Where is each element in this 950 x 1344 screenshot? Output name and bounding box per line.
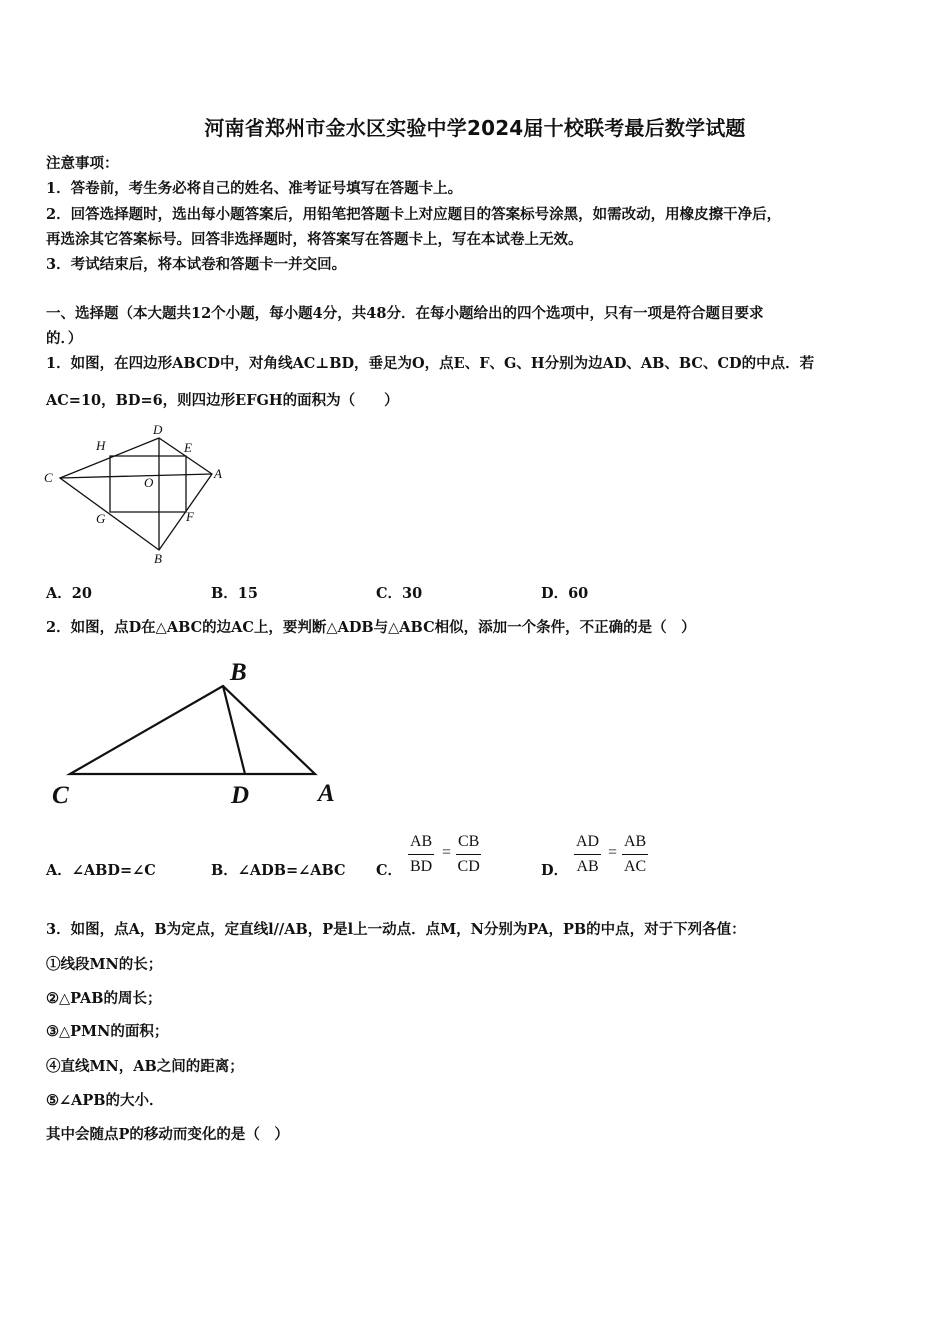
q2-optc-fraction-left bbox=[408, 832, 434, 877]
notice-item: 3．考试结束后，将本试卷和答题卡一并交回。 bbox=[46, 256, 347, 273]
q3-stem: 3．如图，点A，B为定点，定直线l//AB，P是l上一动点．点M，N分别为PA，PB的中点，对于下列各值： bbox=[46, 921, 746, 938]
notice-item: 1．答卷前，考生务必将自己的姓名、准考证号填写在答题卡上。 bbox=[46, 180, 463, 197]
label-f: F bbox=[186, 509, 194, 524]
q2-option-d[interactable]: D． bbox=[541, 862, 569, 879]
fraction-numerator: CB bbox=[456, 832, 481, 855]
q2-optd-fraction-left bbox=[574, 832, 601, 877]
fraction-denominator: AC bbox=[624, 858, 647, 875]
label-e: E bbox=[184, 440, 192, 455]
q3-item: ②△PAB的周长； bbox=[46, 990, 162, 1007]
q2-option-a[interactable]: A．∠ABD=∠C bbox=[46, 862, 156, 879]
q2-option-c[interactable]: C． bbox=[376, 862, 403, 879]
label-g: G bbox=[96, 511, 106, 526]
label-c: C bbox=[52, 782, 69, 809]
fraction-denominator: BD bbox=[410, 858, 433, 875]
q3-item: ③△PMN的面积； bbox=[46, 1023, 169, 1040]
fraction-denominator: CD bbox=[457, 858, 480, 875]
segment-bd bbox=[223, 686, 245, 774]
q2-optc-fraction-right bbox=[456, 832, 481, 877]
section-heading: 一、选择题（本大题共12个小题，每小题4分，共48分．在每小题给出的四个选项中，只有一项是符合题目要求 bbox=[46, 305, 764, 322]
label-a: A bbox=[318, 780, 335, 807]
fraction-numerator: AB bbox=[622, 832, 648, 855]
q3-item: ①线段MN的长； bbox=[46, 956, 163, 973]
equals-sign: = bbox=[442, 844, 452, 861]
label-d: D bbox=[231, 782, 250, 809]
q1-option-a[interactable]: A．20 bbox=[46, 585, 92, 602]
q3-item: ④直线MN，AB之间的距离； bbox=[46, 1058, 244, 1075]
q3-question: 其中会随点P的移动而变化的是（ ） bbox=[46, 1126, 289, 1143]
label-o: O bbox=[144, 475, 154, 490]
q1-option-d[interactable]: D．60 bbox=[541, 585, 589, 602]
label-b: B bbox=[154, 551, 162, 566]
label-d: D bbox=[153, 422, 163, 437]
label-h: H bbox=[96, 438, 106, 453]
q2-stem: 2．如图，点D在△ABC的边AC上，要判断△ADB与△ABC相似，添加一个条件，不正确的是（ ） bbox=[46, 619, 696, 636]
q1-stem-cont: AC=10，BD=6，则四边形EFGH的面积为（ ） bbox=[46, 392, 399, 409]
q3-item: ⑤∠APB的大小． bbox=[46, 1092, 164, 1109]
q2-optd-fraction-right bbox=[622, 832, 648, 877]
notice-item: 再选涂其它答案标号。回答非选择题时，将答案写在答题卡上，写在本试卷上无效。 bbox=[46, 231, 583, 248]
q1-stem: 1．如图，在四边形ABCD中，对角线AC⊥BD，垂足为O，点E、F、G、H分别为边AD、AB、BC、CD的中点．若 bbox=[46, 355, 815, 372]
fraction-numerator: AD bbox=[574, 832, 601, 855]
equals-sign: = bbox=[608, 844, 618, 861]
section-heading-cont: 的．） bbox=[46, 330, 83, 347]
fraction-numerator: AB bbox=[408, 832, 434, 855]
label-b: B bbox=[230, 659, 247, 686]
q1-option-c[interactable]: C．30 bbox=[376, 585, 423, 602]
q2-figure bbox=[40, 650, 360, 815]
label-c: C bbox=[44, 470, 53, 485]
page-title: 河南省郑州市金水区实验中学2024届十校联考最后数学试题 bbox=[204, 116, 746, 140]
notice-item: 2．回答选择题时，选出每小题答案后，用铅笔把答题卡上对应题目的答案标号涂黑，如需改动，用橡皮擦干净后， bbox=[46, 206, 782, 223]
label-a: A bbox=[214, 466, 222, 481]
diagonal-ac bbox=[60, 474, 212, 478]
q2-option-b[interactable]: B．∠ADB=∠ABC bbox=[211, 862, 346, 879]
q1-option-b[interactable]: B．15 bbox=[211, 585, 258, 602]
q1-figure bbox=[40, 420, 240, 570]
triangle-abc bbox=[70, 686, 315, 774]
notice-heading: 注意事项： bbox=[46, 155, 119, 172]
fraction-denominator: AB bbox=[576, 858, 599, 875]
